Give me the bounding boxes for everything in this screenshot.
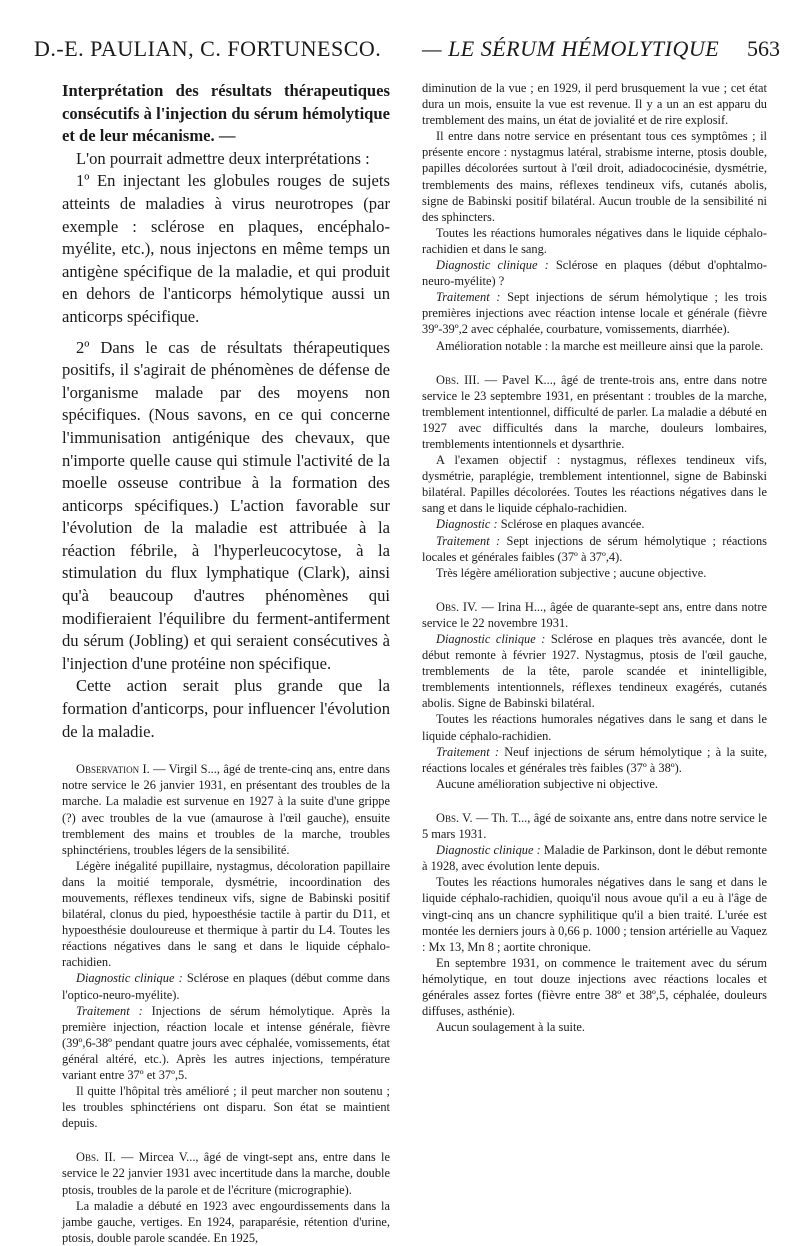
observation-4 bbox=[422, 599, 767, 792]
intro-paragraph: L'on pourrait admettre deux interprétations : bbox=[76, 148, 370, 168]
obs2-history: La maladie a débuté en 1923 avec engourdissements dans la jambe gauche, vertiges. En 1924, paraparésie, rétention d'urine, ptosis, double parole scandée. En 1925, bbox=[62, 1198, 390, 1245]
obs4-diag-label: Diagnostic clinique : bbox=[436, 632, 546, 646]
obs5-diag-label: Diagnostic clinique : bbox=[436, 843, 541, 858]
obs3-trait-text: Sept injections de sérum hémolytique ; réactions locales et générales faibles (37º à 37º,4). bbox=[422, 533, 767, 564]
observation-5 bbox=[422, 810, 767, 1035]
obs3-head-text: — Pavel K..., âgé de trente-trois ans, entre dans notre service le 23 septembre 1931, en présentant : troubles de la marche, tremblement intentionnel, difficulté de parler. La maladie a débuté en 1927 avec difficultés dans la marche, douleurs lombaires, tremblements intentionnels et dysarthrie. bbox=[422, 372, 767, 451]
obs1-trait-text: Injections de sérum hémolytique. Après la première injection, réaction locale et intense générale, fièvre (39º,6-38º pendant quatre jours avec céphalée, vomissements, état général altéré, etc.). Après les autres injections, température variant entre 37º et 37º,5. bbox=[62, 1003, 391, 1082]
obs1-diagnostic bbox=[62, 970, 390, 1002]
obs1-outcome: Il quitte l'hôpital très amélioré ; il peut marcher non soutenu ; les troubles sphinctériens ont disparu. Son état se maintient depuis. bbox=[62, 1084, 390, 1131]
section-heading-text: Interprétation des résultats thérapeutiques consécutifs à l'injection du sérum hémolytique et de leur mécanisme. bbox=[62, 81, 390, 146]
obs1-treatment bbox=[62, 1003, 390, 1083]
obs2-head bbox=[62, 1149, 390, 1197]
obs2-continued: diminution de la vue ; en 1929, il perd brusquement la vue ; cet état dura un mois, ensuite la vue est revenue. Il y a un an est apparu du tremblement des mains, un état de jovialité et de rire explosif. bbox=[422, 81, 767, 128]
obs4-label: Obs. IV. bbox=[436, 599, 478, 614]
obs4-trait-text: Neuf injections de sérum hémolytique ; à la suite, réactions locales et générales très faibles (37º à 38º). bbox=[422, 744, 767, 775]
header-title-text: LE SÉRUM HÉMOLYTIQUE bbox=[448, 36, 720, 61]
obs1-diag-text: Sclérose en plaques (début comme dans l'optico-neuro-myélite). bbox=[62, 971, 390, 1002]
obs1-label: Observation I. bbox=[76, 762, 150, 777]
header-dash: — bbox=[422, 36, 443, 61]
obs3-head bbox=[422, 372, 767, 452]
obs3-exam: A l'examen objectif : nystagmus, réflexes tendineux vifs, dysmétrie, paraplégie, tremblement intentionnel, signe de Babinski bilatéral. Papilles décolorées. Toutes les réactions négatives dans le sang et dans le liquide céphalo-rachidien. bbox=[422, 453, 767, 516]
obs1-diag-label: Diagnostic clinique : bbox=[76, 971, 183, 986]
obs5-diag-text: Maladie de Parkinson, dont le début remonte à 1928, avec évolution lente depuis. bbox=[422, 843, 767, 874]
left-column bbox=[62, 80, 391, 1245]
obs5-treatment: En septembre 1931, on commence le traitement avec du sérum hémolytique, en tout douze injections avec réactions locales et générales assez fortes (fièvre entre 38º et 38º,5, céphalée, douleurs diffuses, asthénie). bbox=[422, 955, 767, 1019]
obs4-diagnostic bbox=[422, 631, 767, 711]
running-header bbox=[34, 36, 780, 76]
obs2-trait-text: Sept injections de sérum hémolytique ; les trois premières injections avec réaction intense locale et générale (fièvre 39º-39º,2 avec céphalée, courbature, vomissements, diarrhée). bbox=[422, 290, 767, 337]
obs1-exam: Légère inégalité pupillaire, nystagmus, décoloration papillaire dans la moitié temporale, dysmétrie, incoordination des mouvements, réflexes tendineux vifs, signe de Babinski positif bilatéral, clonus du pied, hypoesthésie tactile à partir du D11, et hypoesthésie douloureuse et thermique à partir du L4. Toutes les réactions négatives dans le sang et dans le liquide céphalo-rachidien. bbox=[62, 858, 390, 970]
obs3-label: Obs. III. bbox=[436, 372, 480, 387]
obs2-exam: Il entre dans notre service en présentant tous ces symptômes ; il présente encore : nystagmus latéral, strabisme interne, ptosis double, papilles décolorées surtout à l'œil droit, adiadococinésie, dysmétrie, tremblements des mains, réflexes tendineux vifs, cutanés abolis, signe de Babinski positif bilatéral. Aucun trouble de la sensibilité ni des sphincters. bbox=[422, 129, 767, 224]
obs2-head-text: — Mircea V..., âgé de vingt-sept ans, entre dans le service le 22 janvier 1931 avec incertitude dans la marche, double ptosis, troubles de la parole et de l'écriture (micrographie). bbox=[62, 1150, 390, 1197]
obs2-outcome: Amélioration notable : la marche est meilleure ainsi que la parole. bbox=[436, 338, 764, 353]
obs4-head-text: — Irina H..., âgée de quarante-sept ans, entre dans notre service le 22 novembre 1931. bbox=[422, 599, 767, 630]
obs3-diagnostic bbox=[422, 516, 767, 532]
obs3-treatment bbox=[422, 533, 767, 565]
obs1-trait-label: Traitement : bbox=[76, 1003, 143, 1018]
obs4-trait-label: Traitement : bbox=[436, 744, 500, 759]
obs4-diag-text: Sclérose en plaques très avancée, dont le début remonte à février 1927. Nystagmus, ptosis de l'œil gauche, tremblements de la tête, parole scandée et inintelligible, tremblements intentionnels, réflexes tendineux exagérés, cutanés abolis. Signe de Babinski bilatéral. bbox=[422, 632, 767, 711]
obs3-diag-label: Diagnostic : bbox=[436, 517, 498, 532]
obs2-label: Obs. II. bbox=[76, 1150, 116, 1165]
obs2-diag-text: Sclérose en plaques (début d'ophtalmo-neuro-myélite) ? bbox=[422, 258, 767, 289]
obs5-head bbox=[422, 810, 767, 842]
obs4-outcome: Aucune amélioration subjective ni objective. bbox=[436, 776, 658, 791]
observation-2-continued bbox=[422, 80, 767, 354]
obs2-trait-label: Traitement : bbox=[436, 290, 501, 305]
obs4-treatment bbox=[422, 744, 767, 776]
obs2-treatment bbox=[422, 289, 767, 337]
observation-3 bbox=[422, 372, 767, 581]
conclusion-paragraph: Cette action serait plus grande que la formation d'anticorps, pour influencer l'évolution de la maladie. bbox=[62, 676, 390, 741]
section-heading-dash: — bbox=[214, 126, 236, 146]
interpretation-1: 1º En injectant les globules rouges de sujets atteints de maladies à virus neurotropes (par exemple : sclérose en plaques, encéphalo-myélite, etc.), nous injectons en même temps un antigène spécifique de la maladie, et qui produit en dehors de l'anticorps hémolytique aussi un anticorps spécifique. bbox=[62, 171, 390, 326]
obs4-humoral: Toutes les réactions humorales négatives dans le sang et dans le liquide céphalo-rachidien. bbox=[422, 712, 767, 743]
observation-2 bbox=[62, 1149, 390, 1246]
obs5-humoral: Toutes les réactions humorales négatives dans le sang et dans le liquide céphalo-rachidien, quoiqu'il nous avoue qu'il a eu à l'âge de vingt-cinq ans un chancre syphilitique qu'il a bien traité. L'urée est montée les derniers jours à 0,66 p. 1000 ; tension artérielle au Vaquez : Mx 13, Mn 8 ; aortite chronique. bbox=[422, 875, 767, 954]
header-authors: D.-E. PAULIAN, C. FORTUNESCO. bbox=[34, 36, 382, 61]
obs4-head bbox=[422, 599, 767, 631]
obs1-head-text: — Virgil S..., âgé de trente-cinq ans, entre dans notre service le 26 janvier 1931, en présentant des troubles de la marche. La maladie est survenue en 1927 à la suite d'une grippe (?) avec troubles de la vue (amaurose à l'œil gauche), ensuite tremblement des mains et troubles de la marche, troubles sphinctériens, troubles légers de la sensibilité. bbox=[62, 762, 390, 857]
obs5-diagnostic bbox=[422, 842, 767, 874]
interpretation-section bbox=[62, 80, 390, 743]
section-heading bbox=[62, 80, 390, 148]
obs2-diagnostic bbox=[422, 257, 767, 289]
obs5-outcome: Aucun soulagement à la suite. bbox=[436, 1020, 585, 1035]
obs3-diag-text: Sclérose en plaques avancée. bbox=[497, 517, 645, 532]
obs3-trait-label: Traitement : bbox=[436, 533, 501, 548]
header-running-title bbox=[422, 36, 719, 62]
observation-1 bbox=[62, 761, 390, 1131]
obs2-diag-label: Diagnostic clinique : bbox=[436, 258, 549, 273]
obs1-head bbox=[62, 761, 390, 858]
obs3-outcome: Très légère amélioration subjective ; aucune objective. bbox=[436, 565, 707, 580]
obs5-label: Obs. V. bbox=[436, 810, 473, 825]
page-number: 563 bbox=[747, 36, 780, 61]
obs5-head-text: — Th. T..., âgé de soixante ans, entre dans notre service le 5 mars 1931. bbox=[422, 810, 767, 842]
right-column bbox=[422, 80, 767, 1126]
interpretation-2: 2º Dans le cas de résultats thérapeutiques positifs, il s'agirait de phénomènes de défense de l'organisme malade par des moyens non spécifiques. (Nous savons, en ce qui concerne l'immunisation antigénique des chevaux, que n'importe quelle cause qui stimule l'activité de la moelle osseuse contribue à la formation des anticorps spécifiques.) L'action favorable sur l'évolution de la maladie est attribuée à la réaction fébrile, à l'hyperleucocytose, à la stimulation du flux lymphatique (Clark), ainsi qu'à beaucoup d'autres phénomènes qui modifieraient l'équilibre du ferment-antiferment du sérum (Jobling) et qui seraient consécutives à l'injection d'une protéine non spécifique. bbox=[62, 337, 390, 673]
obs2-humoral: Toutes les réactions humorales négatives dans le liquide céphalo-rachidien et dans le sang. bbox=[422, 225, 767, 256]
